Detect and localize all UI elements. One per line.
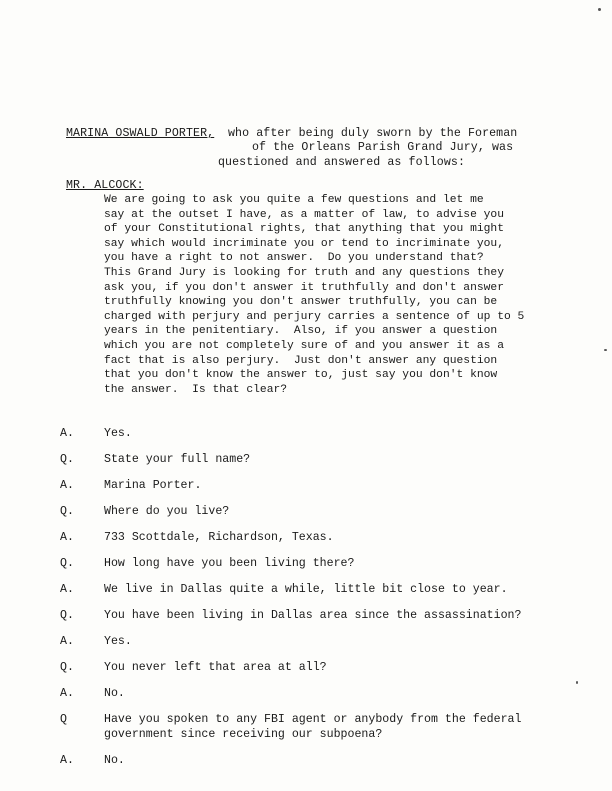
speaker-label: MR. ALCOCK: xyxy=(66,179,144,192)
answer-label: A. xyxy=(60,479,74,492)
statement-line: ask you, if you don't answer it truthfully and don't answer xyxy=(104,281,504,294)
question-label: Q. xyxy=(60,609,74,622)
scan-speck xyxy=(576,681,578,684)
statement-line: charged with perjury and perjury carries a sentence of up to 5 xyxy=(104,310,525,323)
statement-line: the answer. Is that clear? xyxy=(104,383,288,396)
answer-label: A. xyxy=(60,427,74,440)
statement-line: which you are not completely sure of and you answer it as a xyxy=(104,339,504,352)
statement-line: you have a right to not answer. Do you understand that? xyxy=(104,252,484,265)
answer-label: A. xyxy=(60,531,74,544)
intro-line-1: who after being duly sworn by the Foreman xyxy=(228,127,518,140)
statement-line: This Grand Jury is looking for truth and any questions they xyxy=(104,266,504,279)
answer-text: No. xyxy=(104,687,125,700)
statement-line: that you don't know the answer to, just say you don't know xyxy=(104,369,498,382)
scan-speck xyxy=(598,8,601,11)
statement-line: We are going to ask you quite a few questions and let me xyxy=(104,194,484,206)
question-label: Q. xyxy=(60,557,74,570)
statement-line: say which would incriminate you or tend to incriminate you, xyxy=(104,237,504,250)
question-label: Q. xyxy=(60,453,74,466)
question-text: Have you spoken to any FBI agent or anybody from the federal xyxy=(104,713,522,726)
question-text: You have been living in Dallas area since the assassination? xyxy=(104,609,522,622)
question-text: government since receiving our subpoena? xyxy=(104,728,383,741)
intro-line-2: of the Orleans Parish Grand Jury, was xyxy=(252,141,514,154)
witness-name: MARINA OSWALD PORTER, xyxy=(66,127,215,140)
question-text: You never left that area at all? xyxy=(104,661,327,674)
statement-line: of your Constitutional rights, that anything that you might xyxy=(104,223,504,236)
statement-line: fact that is also perjury. Just don't answer any question xyxy=(104,354,498,367)
statement-line: say at the outset I have, as a matter of law, to advise you xyxy=(104,208,504,221)
statement-line: years in the penitentiary. Also, if you answer a question xyxy=(104,325,498,338)
answer-text: We live in Dallas quite a while, little bit close to year. xyxy=(104,583,508,596)
answer-text: Marina Porter. xyxy=(104,479,202,492)
scan-speck xyxy=(604,349,607,351)
answer-text: Yes. xyxy=(104,427,132,440)
answer-text: No. xyxy=(104,754,125,767)
answer-label: A. xyxy=(60,754,74,767)
answer-label: A. xyxy=(60,635,74,648)
question-label: Q. xyxy=(60,505,74,518)
question-text: State your full name? xyxy=(104,453,251,466)
question-label: Q. xyxy=(60,661,74,674)
statement-line: truthfully knowing you don't answer truthfully, you can be xyxy=(104,296,498,309)
question-label: Q xyxy=(60,713,67,726)
answer-text: Yes. xyxy=(104,635,132,648)
answer-label: A. xyxy=(60,583,74,596)
question-text: How long have you been living there? xyxy=(104,557,355,570)
intro-line-3: questioned and answered as follows: xyxy=(218,156,466,169)
question-text: Where do you live? xyxy=(104,505,230,518)
statement-block xyxy=(104,193,574,397)
answer-text: 733 Scottdale, Richardson, Texas. xyxy=(104,531,334,544)
answer-label: A. xyxy=(60,687,74,700)
